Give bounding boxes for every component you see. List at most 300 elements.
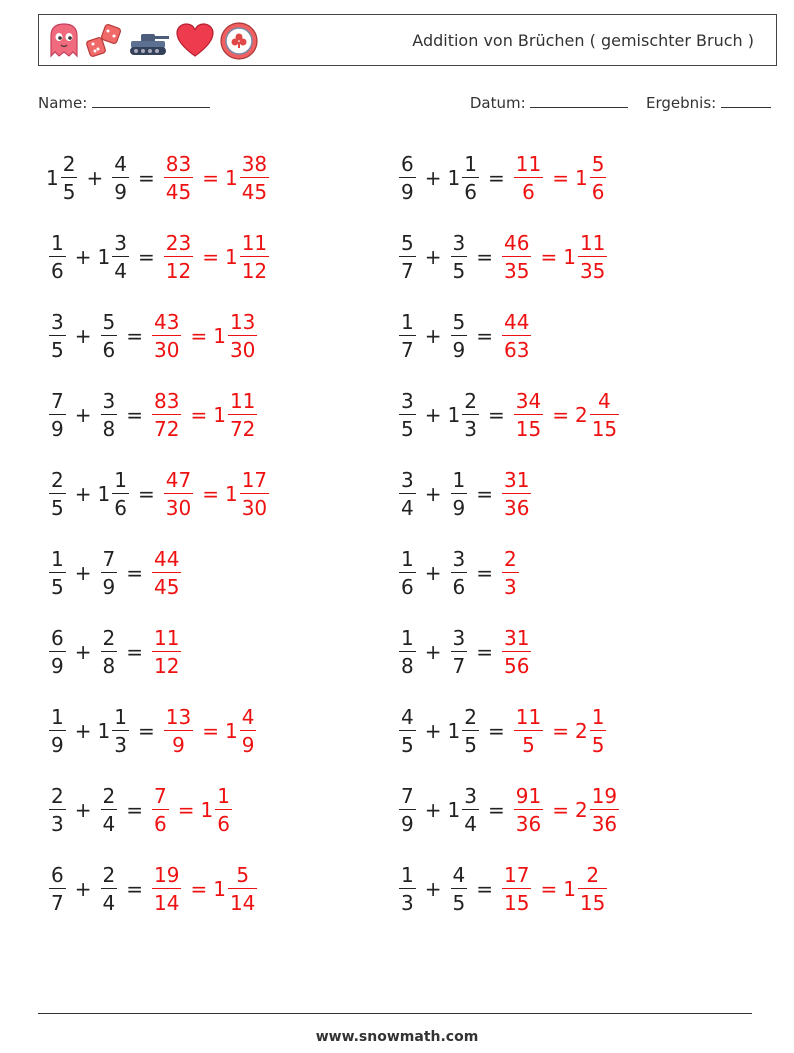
equals-sign: = — [126, 639, 143, 664]
answer-mixed-denominator: 36 — [590, 809, 619, 834]
name-field — [38, 93, 210, 112]
fraction-problem — [396, 217, 622, 296]
answer-mixed-mixed-number — [563, 230, 610, 283]
addend-a-fraction — [61, 151, 78, 204]
answer-improper-fraction — [152, 309, 181, 362]
addend-a-numerator: 4 — [401, 704, 414, 729]
addend-a-fraction — [49, 388, 66, 441]
addend-b-fraction — [101, 546, 118, 599]
plus-sign: + — [424, 639, 442, 664]
answer-mixed-denominator: 30 — [240, 493, 269, 518]
answer-improper-numerator: 43 — [154, 309, 180, 334]
answer-improper-denominator: 3 — [502, 572, 519, 597]
answer-improper-mixed-number — [149, 625, 184, 678]
answer-mixed-mixed-number — [213, 388, 260, 441]
answer-improper-numerator: 44 — [154, 546, 180, 571]
addend-a-mixed-number — [396, 230, 419, 283]
answer-equals-sign: = — [540, 244, 558, 269]
answer-mixed-fraction — [240, 467, 269, 520]
answer — [161, 230, 272, 283]
addend-b-mixed-number — [98, 388, 121, 441]
answer-mixed-whole: 1 — [563, 876, 576, 901]
addend-a-denominator: 9 — [49, 651, 66, 676]
addend-b-whole: 1 — [447, 165, 461, 190]
answer-mixed-numerator: 19 — [591, 783, 618, 808]
answer-improper-denominator: 36 — [502, 493, 531, 518]
answer-mixed-mixed-number — [574, 151, 609, 204]
answer-mixed-mixed-number — [224, 151, 272, 204]
answer-mixed-denominator: 30 — [228, 335, 257, 360]
fraction-problem — [46, 138, 272, 217]
equals-sign: = — [487, 718, 505, 743]
addend-b-denominator: 4 — [112, 256, 129, 281]
addend-a-denominator: 9 — [399, 809, 416, 834]
addend-a-fraction — [49, 783, 66, 836]
addend-a-numerator: 1 — [401, 546, 414, 571]
addend-b-whole: 1 — [447, 718, 461, 743]
answer-mixed-whole: 1 — [563, 244, 576, 269]
fraction-problem — [396, 296, 622, 375]
addend-a-fraction — [49, 467, 66, 520]
answer-improper-mixed-number — [149, 546, 184, 599]
answer-improper-mixed-number — [161, 230, 196, 283]
answer-equals-sign: = — [552, 402, 569, 427]
equals-sign: = — [476, 560, 493, 585]
addend-b-numerator: 5 — [102, 309, 116, 334]
footer-divider — [38, 1013, 752, 1014]
addend-a-fraction — [399, 388, 416, 441]
plus-sign: + — [74, 402, 92, 427]
addend-a-fraction — [399, 230, 416, 283]
answer-improper-mixed-number — [149, 783, 172, 836]
answer-equals-sign: = — [190, 876, 208, 901]
answer-mixed-mixed-number — [574, 704, 609, 757]
date-blank[interactable] — [530, 93, 628, 108]
answer-improper-numerator: 11 — [515, 151, 542, 176]
addend-b-mixed-number — [98, 783, 121, 836]
answer-mixed-numerator: 1 — [591, 704, 605, 729]
answer-mixed-fraction — [228, 388, 257, 441]
info-row — [38, 93, 771, 115]
answer-improper-numerator: 19 — [154, 862, 180, 887]
answer-mixed-whole: 1 — [574, 165, 588, 190]
addend-a-numerator: 5 — [401, 230, 414, 255]
addend-b-numerator: 2 — [464, 388, 477, 413]
answer-improper-numerator: 13 — [165, 704, 192, 729]
date-result-fields — [470, 93, 771, 112]
addend-b-fraction — [101, 625, 118, 678]
fraction-problem — [396, 533, 622, 612]
answer-improper-denominator: 45 — [152, 572, 181, 597]
addend-a-numerator: 2 — [51, 467, 64, 492]
fraction-problem — [396, 138, 622, 217]
addend-b-denominator: 9 — [451, 493, 468, 518]
answer-improper-fraction — [152, 388, 181, 441]
addend-b-fraction — [451, 309, 468, 362]
equals-sign: = — [487, 402, 505, 427]
answer-mixed-whole: 1 — [213, 402, 226, 427]
answer-improper-mixed-number — [499, 546, 522, 599]
answer-mixed-mixed-number — [574, 388, 622, 441]
answer-improper-numerator: 11 — [154, 625, 180, 650]
addend-b-numerator: 3 — [102, 388, 116, 413]
addend-a-mixed-number — [396, 783, 419, 836]
addend-b-mixed-number — [448, 546, 471, 599]
answer — [149, 546, 184, 599]
addend-a-fraction — [399, 783, 416, 836]
addend-b-mixed-number — [98, 625, 121, 678]
header-icons — [47, 20, 259, 62]
answer-improper-mixed-number — [149, 862, 184, 915]
fraction-problem — [46, 691, 272, 770]
answer-improper-numerator: 44 — [504, 309, 530, 334]
answer-mixed-whole: 1 — [200, 797, 214, 822]
addend-b-denominator: 3 — [112, 730, 129, 755]
addend-a-fraction — [399, 309, 416, 362]
answer — [161, 151, 272, 204]
addend-a-numerator: 6 — [51, 862, 64, 887]
answer-improper-mixed-number — [149, 388, 184, 441]
addend-a-mixed-number — [46, 546, 69, 599]
addend-a-mixed-number — [46, 625, 69, 678]
tank-icon — [127, 22, 171, 60]
answer-mixed-numerator: 38 — [241, 151, 268, 176]
answer-improper-mixed-number — [499, 625, 534, 678]
addend-a-denominator: 8 — [399, 651, 416, 676]
dice-icon — [85, 22, 123, 60]
addend-a-denominator: 5 — [61, 177, 78, 202]
answer-mixed-mixed-number — [200, 783, 235, 836]
addend-a-numerator: 2 — [62, 151, 76, 176]
answer-mixed-fraction — [215, 783, 232, 836]
addend-a-whole: 1 — [46, 165, 59, 190]
addend-b-fraction — [112, 467, 129, 520]
answer-improper-numerator: 23 — [165, 230, 192, 255]
footer-url: www.snowmath.com — [315, 1029, 479, 1045]
answer — [511, 704, 610, 757]
answer-mixed-mixed-number — [574, 783, 622, 836]
answer-mixed-denominator: 9 — [240, 730, 257, 755]
addend-a-mixed-number — [46, 388, 69, 441]
answer-improper-fraction — [502, 625, 531, 678]
addend-a-numerator: 1 — [51, 704, 64, 729]
answer-mixed-denominator: 45 — [240, 177, 269, 202]
answer-improper-fraction — [164, 467, 193, 520]
addend-b-numerator: 4 — [114, 151, 127, 176]
answer — [161, 704, 260, 757]
answer-mixed-denominator: 5 — [590, 730, 607, 755]
addend-a-fraction — [49, 230, 66, 283]
equals-sign: = — [137, 244, 155, 269]
answer-equals-sign: = — [177, 797, 195, 822]
answer-improper-numerator: 83 — [165, 151, 192, 176]
addend-a-numerator: 3 — [401, 388, 414, 413]
addend-b-denominator: 7 — [451, 651, 468, 676]
addend-a-fraction — [399, 625, 416, 678]
addend-a-numerator: 7 — [51, 388, 64, 413]
answer-equals-sign: = — [202, 165, 219, 190]
addend-b-fraction — [101, 309, 118, 362]
answer-mixed-numerator: 11 — [579, 230, 606, 255]
plus-sign: + — [74, 481, 92, 506]
answer-improper-fraction — [164, 151, 193, 204]
addend-a-denominator: 6 — [399, 572, 416, 597]
addend-a-denominator: 5 — [49, 335, 66, 360]
plus-sign: + — [424, 481, 442, 506]
addend-b-mixed-number — [448, 309, 471, 362]
answer — [499, 546, 522, 599]
addend-a-numerator: 2 — [51, 783, 64, 808]
answer-mixed-denominator: 35 — [578, 256, 607, 281]
answer-mixed-fraction — [228, 309, 257, 362]
addend-b-fraction — [451, 467, 468, 520]
date-label: Datum: — [469, 94, 526, 112]
answer-improper-mixed-number — [499, 230, 534, 283]
addend-b-mixed-number — [97, 467, 132, 520]
answer-equals-sign: = — [190, 323, 208, 348]
addend-a-fraction — [49, 862, 66, 915]
plus-sign: + — [424, 797, 442, 822]
answer-mixed-numerator: 13 — [229, 309, 256, 334]
equals-sign: = — [487, 165, 505, 190]
addend-b-numerator: 3 — [464, 783, 477, 808]
addend-a-fraction — [49, 309, 66, 362]
plus-sign: + — [424, 718, 442, 743]
plus-sign: + — [74, 876, 92, 901]
addend-a-mixed-number — [46, 467, 69, 520]
addend-b-denominator: 9 — [101, 572, 118, 597]
answer-mixed-numerator: 1 — [217, 783, 230, 808]
addend-b-denominator: 5 — [451, 888, 468, 913]
fraction-problem — [396, 849, 622, 928]
answer-improper-numerator: 34 — [515, 388, 542, 413]
addend-a-mixed-number — [396, 704, 419, 757]
answer-equals-sign: = — [552, 797, 569, 822]
answer-improper-fraction — [514, 704, 543, 757]
addend-b-mixed-number — [447, 783, 482, 836]
addend-b-numerator: 2 — [102, 625, 116, 650]
addend-a-mixed-number — [396, 151, 419, 204]
answer-mixed-numerator: 11 — [229, 388, 256, 413]
addend-b-whole: 1 — [97, 244, 111, 269]
addend-b-numerator: 3 — [452, 230, 466, 255]
addend-a-fraction — [399, 862, 416, 915]
equals-sign: = — [476, 876, 493, 901]
addend-a-mixed-number — [46, 783, 69, 836]
addend-a-mixed-number — [396, 467, 419, 520]
answer-improper-fraction — [502, 546, 519, 599]
answer-mixed-numerator: 2 — [586, 862, 600, 887]
addend-b-numerator: 2 — [464, 704, 477, 729]
name-label: Name: — [38, 94, 88, 112]
addend-a-fraction — [399, 546, 416, 599]
answer-mixed-numerator: 4 — [598, 388, 611, 413]
answer-equals-sign: = — [552, 718, 569, 743]
addend-b-mixed-number — [448, 230, 471, 283]
addend-a-numerator: 1 — [401, 862, 414, 887]
answer-equals-sign: = — [552, 165, 569, 190]
addend-a-fraction — [399, 151, 416, 204]
addend-a-numerator: 7 — [401, 783, 414, 808]
answer — [499, 230, 610, 283]
addend-a-denominator: 4 — [399, 493, 416, 518]
answer-mixed-whole: 2 — [574, 718, 588, 743]
equals-sign: = — [126, 876, 143, 901]
answer-mixed-whole: 1 — [213, 876, 226, 901]
equals-sign: = — [126, 323, 143, 348]
fraction-problem — [46, 217, 272, 296]
answer — [161, 467, 272, 520]
name-blank[interactable] — [92, 93, 210, 108]
addend-b-denominator: 6 — [101, 335, 118, 360]
answer-improper-mixed-number — [499, 467, 534, 520]
addend-b-denominator: 5 — [451, 256, 468, 281]
addend-a-denominator: 7 — [399, 335, 416, 360]
answer-improper-mixed-number — [511, 151, 546, 204]
answer-mixed-whole: 2 — [574, 797, 588, 822]
answer-improper-denominator: 36 — [514, 809, 543, 834]
answer-improper-mixed-number — [499, 862, 534, 915]
addend-b-fraction — [451, 625, 468, 678]
addend-b-numerator: 1 — [452, 467, 466, 492]
answer-improper-numerator: 31 — [504, 625, 530, 650]
answer-improper-mixed-number — [511, 783, 546, 836]
addend-b-mixed-number — [98, 546, 121, 599]
addend-b-mixed-number — [97, 704, 132, 757]
addend-b-numerator: 2 — [102, 862, 116, 887]
answer-improper-denominator: 5 — [514, 730, 543, 755]
answer-improper-fraction — [164, 230, 193, 283]
fraction-problem — [46, 375, 272, 454]
answer-mixed-denominator: 12 — [240, 256, 269, 281]
answer-improper-denominator: 72 — [152, 414, 181, 439]
answer-improper-fraction — [502, 467, 531, 520]
addend-a-denominator: 3 — [49, 809, 66, 834]
result-blank[interactable] — [721, 93, 771, 108]
plus-sign: + — [86, 165, 104, 190]
answer-improper-fraction — [502, 309, 531, 362]
addend-b-numerator: 7 — [102, 546, 116, 571]
answer-equals-sign: = — [202, 718, 219, 743]
plus-sign: + — [424, 165, 442, 190]
answer-mixed-fraction — [590, 151, 607, 204]
addend-a-mixed-number — [396, 546, 419, 599]
answer-improper-fraction — [514, 151, 543, 204]
answer-mixed-mixed-number — [224, 467, 272, 520]
answer-improper-fraction — [152, 546, 181, 599]
addend-a-mixed-number — [46, 704, 69, 757]
answer-improper-mixed-number — [161, 467, 196, 520]
answer-improper-numerator: 47 — [165, 467, 192, 492]
answer-improper-denominator: 56 — [502, 651, 531, 676]
answer-mixed-fraction — [578, 862, 607, 915]
answer-improper-denominator: 9 — [164, 730, 193, 755]
fraction-problem — [46, 770, 272, 849]
equals-sign: = — [476, 244, 493, 269]
problem-column-left — [46, 138, 272, 928]
answer-improper-denominator: 30 — [152, 335, 181, 360]
addend-b-fraction — [112, 230, 129, 283]
addend-b-fraction — [101, 862, 118, 915]
plus-sign: + — [424, 244, 442, 269]
ghost-icon — [47, 22, 81, 60]
addend-a-denominator: 9 — [399, 177, 416, 202]
answer-mixed-fraction — [240, 151, 269, 204]
addend-b-denominator: 6 — [451, 572, 468, 597]
addend-a-fraction — [49, 704, 66, 757]
addend-a-denominator: 7 — [399, 256, 416, 281]
fraction-problem — [46, 849, 272, 928]
worksheet-header — [38, 14, 777, 66]
answer-improper-mixed-number — [499, 309, 534, 362]
addend-b-mixed-number — [97, 230, 132, 283]
addend-b-mixed-number — [98, 309, 121, 362]
plus-sign: + — [74, 718, 92, 743]
answer-improper-numerator: 46 — [504, 230, 530, 255]
answer-improper-mixed-number — [511, 388, 546, 441]
answer-improper-fraction — [152, 625, 181, 678]
addend-b-mixed-number — [448, 467, 471, 520]
addend-a-fraction — [399, 704, 416, 757]
addend-b-mixed-number — [109, 151, 132, 204]
answer — [499, 467, 534, 520]
answer — [511, 783, 622, 836]
equals-sign: = — [126, 560, 143, 585]
plus-sign: + — [74, 560, 92, 585]
addend-b-fraction — [451, 546, 468, 599]
answer-improper-denominator: 45 — [164, 177, 193, 202]
answer-improper-fraction — [164, 704, 193, 757]
answer — [149, 862, 260, 915]
addend-a-mixed-number — [46, 309, 69, 362]
addend-a-mixed-number — [396, 862, 419, 915]
equals-sign: = — [487, 797, 505, 822]
addend-a-mixed-number — [46, 862, 69, 915]
answer-improper-numerator: 91 — [515, 783, 542, 808]
addend-b-numerator: 1 — [114, 467, 127, 492]
answer-mixed-whole: 1 — [224, 244, 238, 269]
fraction-problem — [46, 296, 272, 375]
addend-b-mixed-number — [447, 388, 482, 441]
addend-a-mixed-number — [396, 625, 419, 678]
fraction-problem — [396, 770, 622, 849]
addend-a-denominator: 5 — [399, 730, 416, 755]
answer — [149, 625, 184, 678]
problem-column-right — [396, 138, 622, 928]
equals-sign: = — [476, 481, 493, 506]
answer-equals-sign: = — [202, 244, 219, 269]
addend-b-denominator: 8 — [101, 651, 118, 676]
fraction-problem — [46, 454, 272, 533]
answer — [511, 151, 610, 204]
answer-improper-mixed-number — [161, 704, 196, 757]
fraction-problem — [396, 691, 622, 770]
answer-improper-fraction — [514, 783, 543, 836]
addend-b-whole: 1 — [97, 481, 111, 506]
addend-a-denominator: 3 — [399, 888, 416, 913]
addend-b-numerator: 3 — [452, 546, 466, 571]
answer-improper-numerator: 31 — [504, 467, 530, 492]
answer-mixed-numerator: 5 — [236, 862, 250, 887]
addend-b-denominator: 9 — [451, 335, 468, 360]
answer-mixed-fraction — [590, 704, 607, 757]
addend-a-numerator: 1 — [51, 230, 64, 255]
addend-b-mixed-number — [447, 704, 482, 757]
answer-mixed-denominator: 72 — [228, 414, 257, 439]
answer-mixed-mixed-number — [213, 309, 260, 362]
addend-b-whole: 1 — [447, 402, 461, 427]
addend-b-numerator: 3 — [452, 625, 466, 650]
